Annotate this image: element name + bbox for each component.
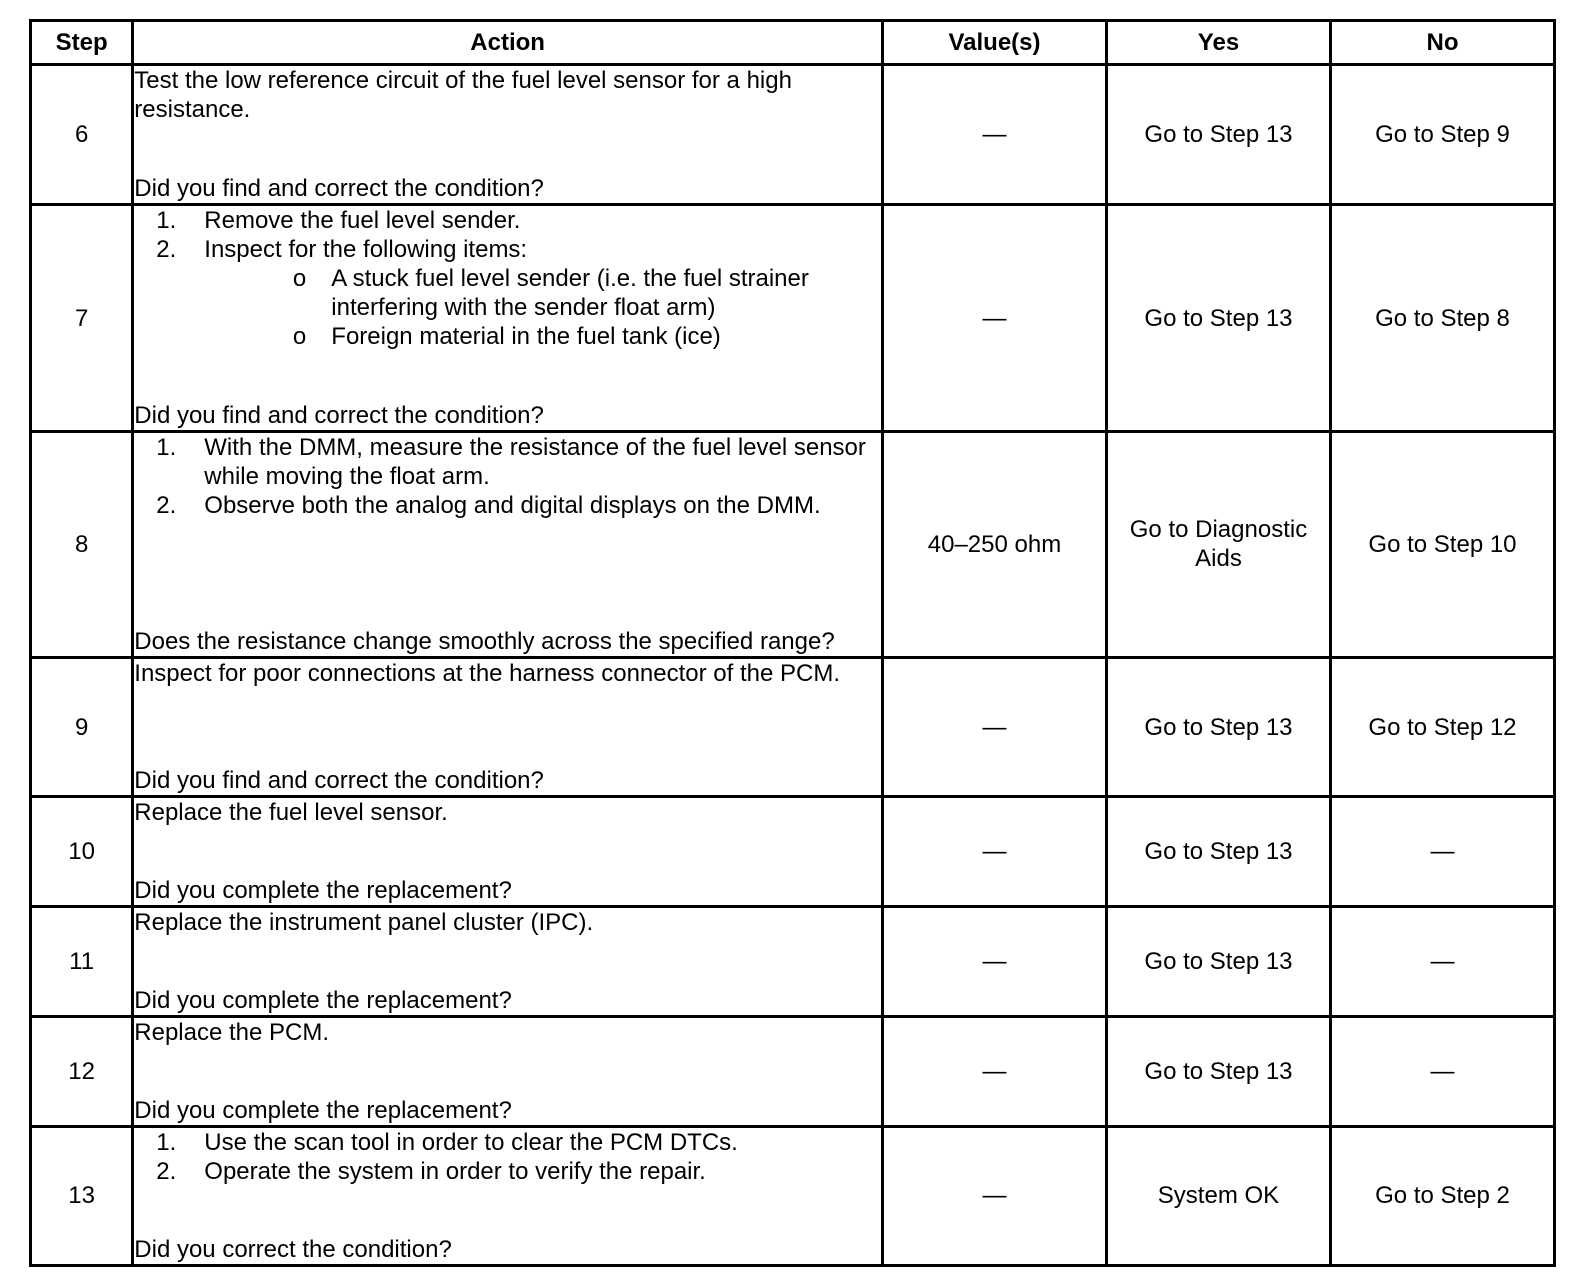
yes-cell: System OK [1106,1126,1330,1265]
step-number: 8 [31,432,133,658]
table-row [31,205,1555,432]
instruction-list [134,433,881,520]
no-cell: Go to Step 10 [1330,432,1554,658]
step-number: 6 [31,65,133,205]
value-cell: — [883,205,1107,432]
list-text: Use the scan tool in order to clear the PCM DTCs. [204,1128,738,1156]
value-cell: 40–250 ohm [883,432,1107,658]
list-number: 1. [156,207,177,235]
sub-list [134,264,881,351]
no-cell: — [1330,1016,1554,1126]
yes-cell: Go to Step 13 [1106,1016,1330,1126]
action-question: Did you find and correct the condition? [134,402,544,430]
action-question: Did you find and correct the condition? [134,767,544,795]
action-question: Did you complete the replacement? [134,876,512,904]
list-text: Operate the system in order to verify the repair. [204,1157,706,1185]
list-number: 2. [156,492,177,520]
header-step: Step [31,21,133,65]
value-cell: — [883,657,1107,796]
header-no: No [1330,21,1554,65]
value-cell: — [883,1126,1107,1265]
step-number: 12 [31,1016,133,1126]
step-number: 11 [31,906,133,1016]
table-row [31,906,1555,1016]
instruction-list [134,1128,881,1186]
action-cell [133,906,883,1016]
yes-cell: Go to Step 13 [1106,65,1330,205]
sub-list-item [134,264,881,322]
step-number: 10 [31,797,133,907]
list-number: 2. [156,236,177,264]
list-item [134,491,881,520]
sub-list-item [134,322,881,351]
no-cell: — [1330,797,1554,907]
no-cell: Go to Step 2 [1330,1126,1554,1265]
yes-cell: Go to Step 13 [1106,906,1330,1016]
value-cell: — [883,906,1107,1016]
instruction-list [134,206,881,264]
list-text: With the DMM, measure the resistance of the fuel level sensor while moving the float arm. [204,434,866,491]
action-question: Did you find and correct the condition? [134,175,544,203]
yes-cell: Go to Step 13 [1106,797,1330,907]
list-item [134,433,881,491]
table-row [31,65,1555,205]
action-cell [133,1126,883,1265]
table-row [31,432,1555,658]
header-action: Action [133,21,883,65]
diagnostic-table [29,19,1556,1267]
header-yes: Yes [1106,21,1330,65]
no-cell: Go to Step 12 [1330,657,1554,796]
yes-cell: Go to Diagnostic Aids [1106,432,1330,658]
action-text: Replace the PCM. [134,1018,330,1046]
no-cell: — [1330,906,1554,1016]
value-cell: — [883,65,1107,205]
action-cell [133,205,883,432]
table-row [31,657,1555,796]
list-number: 2. [156,1157,177,1185]
no-cell: Go to Step 8 [1330,205,1554,432]
action-question: Did you correct the condition? [134,1236,452,1263]
action-text: Replace the instrument panel cluster (IPC). [134,908,594,936]
table-row [31,1016,1555,1126]
bullet-marker: o [292,265,307,293]
sub-list-text: A stuck fuel level sender (i.e. the fuel strainer interfering with the sender float arm) [331,265,809,322]
sub-list-text: Foreign material in the fuel tank (ice) [331,323,721,351]
action-cell [133,797,883,907]
header-values: Value(s) [883,21,1107,65]
value-cell: — [883,1016,1107,1126]
table-row [31,1126,1555,1265]
bullet-marker: o [292,323,307,351]
action-question: Did you complete the replacement? [134,986,512,1014]
action-cell [133,1016,883,1126]
list-text: Remove the fuel level sender. [204,207,521,235]
value-cell: — [883,797,1107,907]
action-cell [133,657,883,796]
list-item [134,1157,881,1186]
list-number: 1. [156,434,177,462]
list-text: Inspect for the following items: [204,236,528,264]
step-number: 9 [31,657,133,796]
list-item [134,235,881,264]
action-cell [133,432,883,658]
list-item [134,206,881,235]
step-number: 13 [31,1126,133,1265]
action-text: Replace the fuel level sensor. [134,799,448,827]
table-row [31,797,1555,907]
action-question: Did you complete the replacement? [134,1096,512,1124]
step-number: 7 [31,205,133,432]
no-cell: Go to Step 9 [1330,65,1554,205]
header-row [31,21,1555,65]
list-item [134,1128,881,1157]
action-text: Test the low reference circuit of the fuel level sensor for a high resistance. [134,67,792,123]
action-question: Does the resistance change smoothly across the specified range? [134,627,835,655]
action-text: Inspect for poor connections at the harness connector of the PCM. [134,659,841,687]
list-text: Observe both the analog and digital displays on the DMM. [204,492,821,520]
yes-cell: Go to Step 13 [1106,657,1330,796]
action-cell [133,65,883,205]
yes-cell: Go to Step 13 [1106,205,1330,432]
list-number: 1. [156,1128,177,1156]
